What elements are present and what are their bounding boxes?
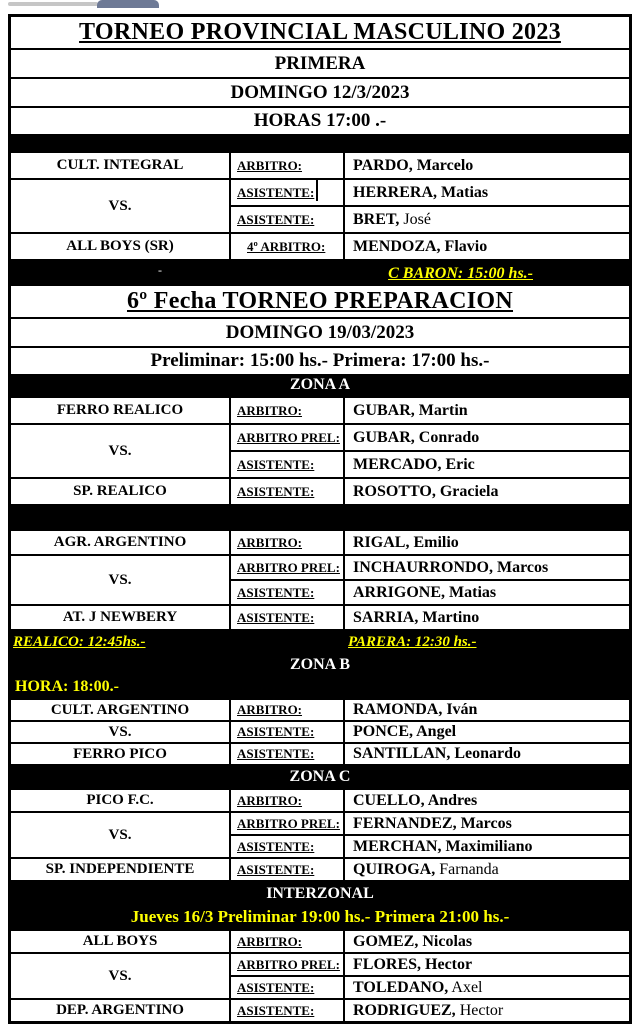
official-name-bold: GOMEZ, Nicolas	[353, 932, 473, 950]
venue-time-right: PARERA: 12:30 hs.-	[348, 633, 477, 650]
official-name	[345, 556, 629, 579]
match-zona-b	[11, 698, 629, 766]
official-name-bold: GUBAR, Martin	[353, 401, 468, 419]
time-row-1	[11, 108, 629, 134]
fecha-title-row	[11, 286, 629, 319]
official-name-bold: BRET,	[353, 210, 400, 228]
vs-label: VS.	[11, 425, 229, 477]
official-name	[345, 977, 629, 998]
zona-a-header	[11, 374, 629, 396]
official-name-bold: CUELLO, Andres	[353, 791, 478, 809]
official-name-bold: MENDOZA, Flavio	[353, 237, 488, 255]
official-name	[345, 452, 629, 477]
official-role-label	[231, 180, 343, 205]
official-role-label: ASISTENTE:	[231, 1000, 343, 1021]
official-name-bold: ROSOTTO, Graciela	[353, 482, 499, 500]
official-name-bold: SANTILLAN, Leonardo	[353, 745, 522, 762]
official-name-bold: GUBAR, Conrado	[353, 428, 480, 446]
home-team: FERRO REALICO	[11, 398, 229, 423]
official-name	[345, 207, 629, 232]
official-name	[345, 859, 629, 880]
tournament-table	[8, 14, 632, 1024]
official-name	[345, 153, 629, 178]
times-label: Preliminar: 15:00 hs.- Primera: 17:00 hs.-	[150, 350, 490, 371]
fecha-title: 6º Fecha TORNEO PREPARACION	[126, 288, 514, 314]
vs-label: VS.	[11, 954, 229, 998]
official-role-label: ASISTENTE:	[231, 859, 343, 880]
official-role-text: ASISTENTE:	[237, 184, 315, 200]
official-role-label: ARBITRO:	[231, 700, 343, 720]
table-cursor-artifact	[316, 180, 318, 201]
home-team: CULT. INTEGRAL	[11, 153, 229, 178]
date-label-2: DOMINGO 19/03/2023	[225, 321, 415, 343]
home-team: CULT. ARGENTINO	[11, 700, 229, 720]
date-label-1: DOMINGO 12/3/2023	[230, 81, 410, 103]
hora-bar	[11, 676, 629, 698]
away-team: ALL BOYS (SR)	[11, 234, 229, 259]
official-name-light: Farnanda	[435, 860, 499, 878]
official-role-label: ARBITRO:	[231, 931, 343, 952]
zona-a-label: ZONA A	[289, 376, 350, 393]
official-role-label: ASISTENTE:	[231, 722, 343, 742]
browser-tab-remnant[interactable]	[97, 0, 159, 8]
hora-label: HORA: 18:00.-	[15, 678, 119, 695]
official-name-bold: HERRERA, Matias	[353, 183, 489, 201]
official-role-label: ARBITRO PREL:	[231, 556, 343, 579]
official-name	[345, 790, 629, 811]
official-name	[345, 744, 629, 764]
window-top-artifacts	[0, 0, 641, 10]
date-row-1	[11, 79, 629, 108]
away-team: SP. REALICO	[11, 479, 229, 504]
official-name	[345, 479, 629, 504]
official-name-bold: FLORES, Hector	[353, 955, 473, 973]
division-label: PRIMERA	[274, 52, 366, 74]
division-row	[11, 50, 629, 79]
official-name	[345, 954, 629, 975]
official-name-light: Axel	[448, 978, 483, 996]
official-role-label: ARBITRO:	[231, 790, 343, 811]
away-team: DEP. ARGENTINO	[11, 1000, 229, 1021]
official-role-label: ASISTENTE:	[231, 479, 343, 504]
official-role-label: ARBITRO PREL:	[231, 954, 343, 975]
official-role-label: ASISTENTE:	[231, 836, 343, 857]
official-role-label: ASISTENTE:	[231, 977, 343, 998]
official-name	[345, 700, 629, 720]
official-name	[345, 1000, 629, 1021]
official-name-light: José	[399, 210, 431, 228]
tab-edge-artifact	[8, 2, 98, 6]
match-primera	[11, 151, 629, 261]
home-team: AGR. ARGENTINO	[11, 531, 229, 554]
official-name-bold: SARRIA, Martino	[353, 608, 480, 626]
official-name-bold: RAMONDA, Iván	[353, 701, 478, 718]
official-name	[345, 531, 629, 554]
official-name-bold: TOLEDANO,	[353, 978, 449, 996]
separator-bar	[11, 134, 629, 151]
vs-label: VS.	[11, 722, 229, 742]
tournament-title-row	[11, 17, 629, 50]
official-role-label: ARBITRO:	[231, 153, 343, 178]
home-team: PICO F.C.	[11, 790, 229, 811]
zona-c-header	[11, 766, 629, 788]
away-team: SP. INDEPENDIENTE	[11, 859, 229, 880]
official-role-label: ARBITRO PREL:	[231, 425, 343, 450]
official-name-bold: PONCE, Angel	[353, 723, 457, 740]
official-name-bold: PARDO, Marcelo	[353, 156, 474, 174]
match-interzonal	[11, 929, 629, 1021]
tournament-title: TORNEO PROVINCIAL MASCULINO 2023	[79, 19, 561, 45]
official-role-label: ASISTENTE:	[231, 606, 343, 629]
times-row	[11, 348, 629, 374]
official-name	[345, 425, 629, 450]
official-role-label: ASISTENTE:	[231, 207, 343, 232]
official-name-bold: RIGAL, Emilio	[353, 533, 459, 551]
official-role-label: ARBITRO:	[231, 398, 343, 423]
separator-bar	[11, 506, 629, 529]
away-team: FERRO PICO	[11, 744, 229, 764]
match-zona-c	[11, 788, 629, 882]
dash-artifact: -	[158, 263, 162, 277]
interzonal-schedule: Jueves 16/3 Preliminar 19:00 hs.- Primera 21:00 hs.-	[130, 907, 510, 926]
official-role-label: ASISTENTE:	[231, 452, 343, 477]
venue-note: C BARON: 15:00 hs.-	[388, 264, 533, 282]
official-name	[345, 931, 629, 952]
official-name-bold: INCHAURRONDO, Marcos	[353, 558, 549, 576]
vs-label: VS.	[11, 556, 229, 604]
zona-b-header	[11, 653, 629, 676]
zona-c-label: ZONA C	[289, 768, 351, 785]
interzonal-label: INTERZONAL	[266, 884, 374, 902]
official-name	[345, 606, 629, 629]
official-name	[345, 813, 629, 834]
official-name	[345, 836, 629, 857]
date-row-2	[11, 319, 629, 348]
venue-times-bar	[11, 631, 629, 653]
official-name-bold: ARRIGONE, Matias	[353, 583, 497, 601]
official-role-label: ASISTENTE:	[231, 581, 343, 604]
official-role-label: ARBITRO:	[231, 531, 343, 554]
interzonal-schedule-bar	[11, 905, 629, 929]
match-zona-a-1	[11, 396, 629, 506]
vs-label: VS.	[11, 813, 229, 857]
official-name	[345, 234, 629, 259]
official-name-bold: QUIROGA,	[353, 860, 436, 878]
official-role-label: ARBITRO PREL:	[231, 813, 343, 834]
home-team: ALL BOYS	[11, 931, 229, 952]
official-name	[345, 581, 629, 604]
venue-note-bar	[11, 261, 629, 286]
official-name-bold: FERNANDEZ, Marcos	[353, 814, 512, 832]
official-role-label: 4º ARBITRO:	[231, 234, 343, 259]
official-name	[345, 722, 629, 742]
official-name-bold: MERCADO, Eric	[353, 455, 475, 473]
match-zona-a-2	[11, 529, 629, 631]
away-team: AT. J NEWBERY	[11, 606, 229, 629]
official-role-label: ASISTENTE:	[231, 744, 343, 764]
official-name-bold: MERCHAN, Maximiliano	[353, 837, 533, 855]
time-label-1: HORAS 17:00 .-	[253, 110, 387, 131]
official-name-light: Hector	[455, 1001, 504, 1019]
official-name	[345, 180, 629, 205]
interzonal-header	[11, 882, 629, 905]
zona-b-label: ZONA B	[289, 655, 350, 673]
official-name-bold: RODRIGUEZ,	[353, 1001, 456, 1019]
venue-time-left: REALICO: 12:45hs.-	[13, 633, 146, 650]
official-name	[345, 398, 629, 423]
vs-label: VS.	[11, 180, 229, 232]
